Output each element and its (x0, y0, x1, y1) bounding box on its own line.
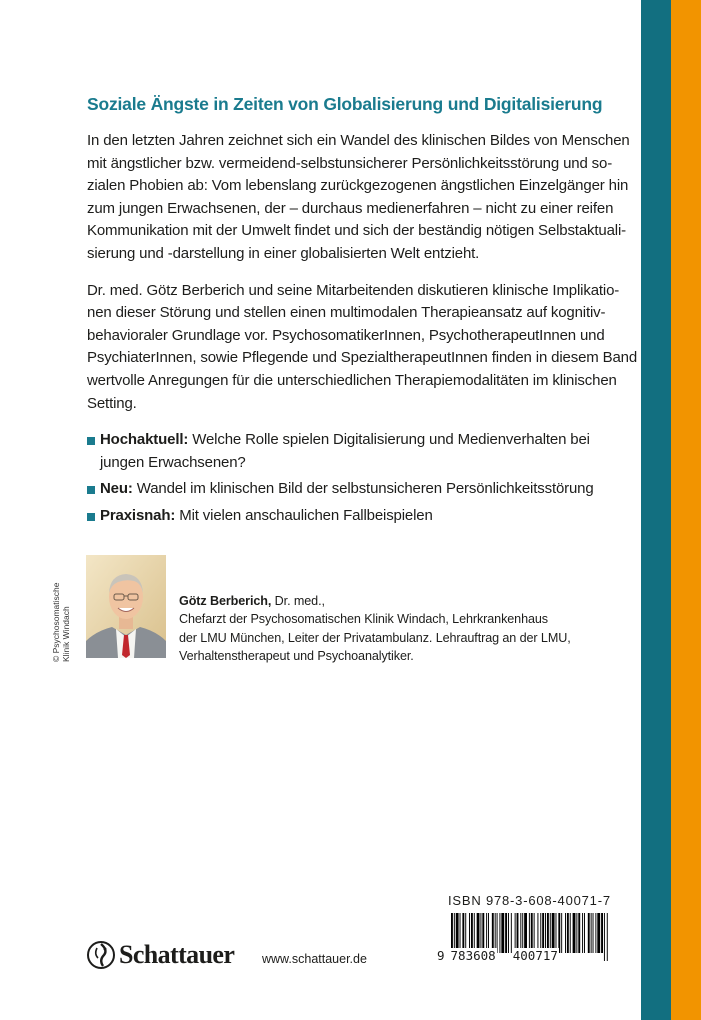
publisher-logo (86, 939, 234, 971)
barcode-bar (486, 913, 487, 953)
bullet-square-icon (87, 513, 95, 521)
description-paragraph (87, 280, 638, 416)
author-portrait-icon (86, 555, 166, 658)
barcode-bar (511, 913, 512, 953)
barcode-bar (540, 913, 541, 953)
barcode-bar (545, 913, 546, 953)
barcode-bar (584, 913, 585, 953)
feature-list (87, 429, 627, 527)
author-name: Götz Berberich, (179, 594, 272, 608)
feature-label: Praxisnah: (100, 506, 176, 524)
feature-text: Wandel im klinischen Bild der selbstunsicheren Persönlichkeitsstörung (132, 480, 594, 498)
barcode-bar (576, 913, 577, 953)
barcode-bar (495, 913, 496, 953)
author-degree: Dr. med., (271, 594, 325, 608)
feature-item (87, 478, 627, 501)
barcode-bar (471, 913, 473, 953)
intro-line: In den letzten Jahren zeichnet sich ein Wandel des klinischen Bildes von Menschen (87, 132, 630, 149)
photo-credit (51, 582, 71, 662)
barcode-bar (547, 913, 549, 953)
intro-line: zum jungen Erwachsenen, der – durchaus medienerfahren – nicht zu einer reifen (87, 199, 614, 217)
barcode-bar (578, 913, 580, 953)
barcode-bar (550, 913, 551, 953)
barcode-digits (436, 948, 559, 963)
barcode-bar (499, 913, 500, 953)
barcode-bar (573, 913, 576, 953)
description-line: Setting. (87, 394, 137, 412)
barcode-bar (588, 913, 590, 953)
description-line: PsychiaterInnen, sowie Pflegende und SpezialtherapeutInnen finden in diesem Band (87, 349, 638, 367)
feature-item (87, 429, 627, 474)
barcode-digit-group: 400717 (512, 948, 558, 963)
barcode-bar (515, 913, 516, 953)
author-bio-line: Verhaltenstherapeut und Psychoanalytiker. (179, 649, 414, 664)
barcode-digit-first: 9 (437, 948, 445, 963)
barcode-bar (607, 913, 608, 961)
back-cover-text (87, 92, 638, 532)
barcode-bar (508, 913, 509, 953)
barcode-bar (482, 913, 484, 953)
barcode-bar (604, 913, 605, 961)
intro-paragraph (87, 130, 630, 266)
orange-stripe (671, 0, 701, 1020)
author-info (179, 592, 571, 666)
teal-stripe (641, 0, 671, 1020)
barcode-bar (601, 913, 603, 953)
intro-line: sierung und -darstellung in einer globalisierten Welt entzieht. (87, 244, 480, 262)
feature-item (87, 505, 627, 528)
bullet-square-icon (87, 437, 95, 445)
intro-line: mit ängstlicher bzw. vermeidend-selbstunsicherer Persönlichkeitsstörung und so- (87, 154, 613, 172)
description-line: nen dieser Störung und stellen einen multimodalen Therapieansatz auf kognitiv- (87, 304, 606, 322)
barcode-bar (565, 913, 566, 953)
barcode-bar (480, 913, 481, 953)
description-line: wertvolle Anregungen für die unterschiedlichen Therapiemodalitäten im klinischen (87, 371, 617, 389)
publisher-emblem-icon (86, 940, 116, 970)
barcode-bar (591, 913, 592, 953)
feature-label: Hochaktuell: (100, 431, 189, 449)
barcode-bar (520, 913, 521, 953)
barcode-bar (505, 913, 507, 953)
intro-line: Kommunikation mit der Umwelt findet und sich der beständig nötigen Selbstaktuali- (87, 222, 626, 240)
publisher-website: www.schattauer.de (262, 952, 367, 966)
author-photo (86, 555, 166, 658)
feature-text: Mit vielen anschaulichen Fallbeispielen (175, 506, 433, 524)
barcode-bar (497, 913, 498, 953)
barcode-bar (477, 913, 480, 953)
isbn-number: ISBN 978-3-608-40071-7 (448, 893, 611, 908)
barcode-bar (561, 913, 562, 953)
barcode-bar (517, 913, 519, 953)
barcode-bar (460, 913, 461, 953)
barcode-bar (465, 913, 466, 953)
barcode-bar (582, 913, 583, 953)
barcode-bar (556, 913, 557, 953)
barcode-bar (534, 913, 535, 953)
photo-credit-line: © Psychosomatische (51, 582, 61, 662)
barcode-bar (570, 913, 571, 953)
barcode-bar (492, 913, 494, 953)
barcode-bar (462, 913, 464, 953)
barcode-bar (524, 913, 527, 953)
barcode-bar (597, 913, 600, 953)
barcode-bar (567, 913, 569, 953)
barcode-bar (595, 913, 596, 953)
barcode-bar (542, 913, 544, 953)
description-line: behavioraler Grundlage vor. PsychosomatikerInnen, PsychotherapeutInnen und (87, 326, 605, 344)
cover-title: Soziale Ängste in Zeiten von Globalisierung und Digitalisierung (87, 94, 603, 114)
barcode-bar (456, 913, 459, 953)
photo-credit-line: Klinik Windach (60, 606, 71, 662)
barcode-bar (474, 913, 475, 953)
bullet-square-icon (87, 486, 95, 494)
feature-label: Neu: (100, 480, 133, 498)
author-bio-line: der LMU München, Leiter der Privatambulanz. Lehrauftrag an der LMU, (179, 630, 571, 645)
barcode-bar (501, 913, 504, 953)
barcode-bar (488, 913, 489, 953)
barcode-bar (522, 913, 523, 953)
barcode-bar (593, 913, 594, 953)
author-bio-line: Chefarzt der Psychosomatischen Klinik Windach, Lehrkrankenhaus (179, 612, 548, 627)
barcode-bar (537, 913, 538, 953)
barcode-bar (552, 913, 555, 953)
feature-text: jungen Erwachsenen? (100, 453, 246, 471)
description-line: Dr. med. Götz Berberich und seine Mitarbeitenden diskutieren klinische Implikatio- (87, 281, 620, 299)
barcode-bar (469, 913, 470, 953)
barcode-bar (558, 913, 560, 953)
publisher-name: Schattauer (119, 940, 235, 969)
intro-line: zialen Phobien ab: Vom lebenslang zurückgezogenen ängstlichen Einzelgänger hin (87, 177, 629, 195)
feature-text: Welche Rolle spielen Digitalisierung und Medienverhalten bei (188, 431, 590, 449)
barcode-digit-group: 783608 (450, 948, 496, 963)
